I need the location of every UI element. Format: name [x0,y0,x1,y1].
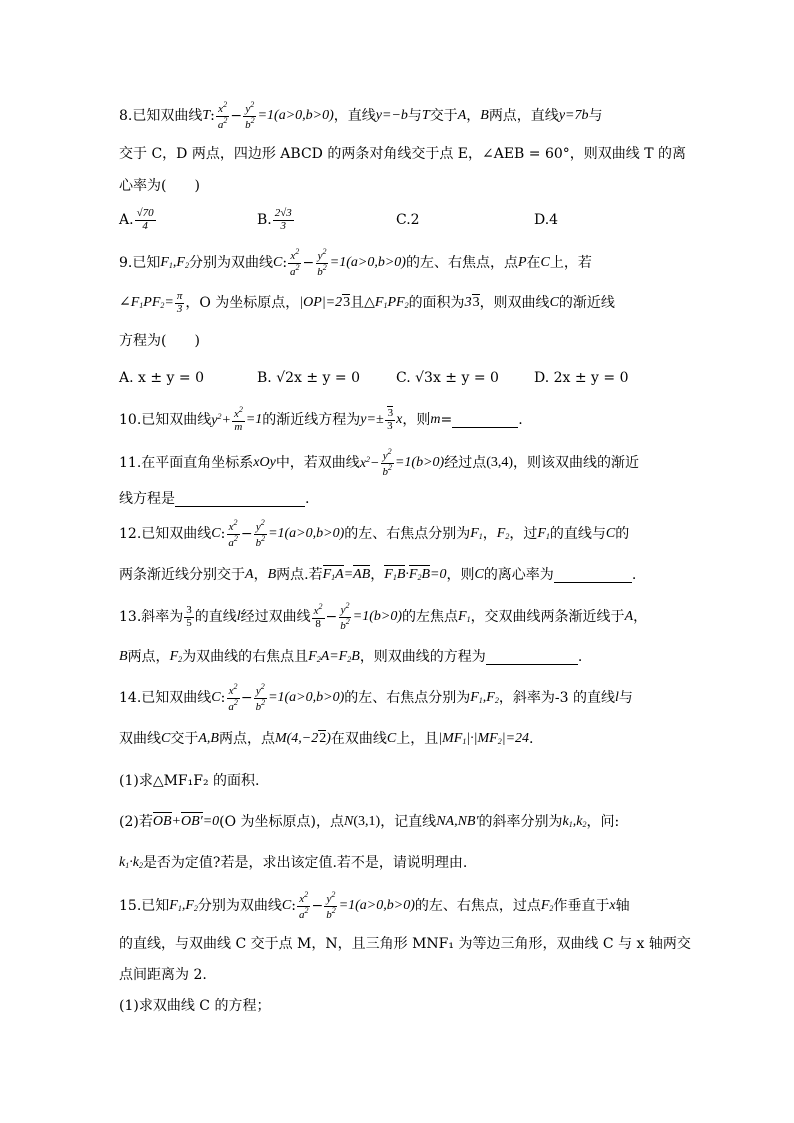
q8-text: 两点，直线 [488,108,559,124]
q12-line1: 12.已知双曲线 C : $\frac{x^2}{a^2}$ − $\frac{y^2}{b^2}$ =1(a>0,b>0) 的左、右焦点分别为 $F_1$ ， $F_2$ ，过 $F_1$ 的直线与 C 的 [119,517,630,549]
q14-line1: 14.已知双曲线 C : $\frac{x^2}{a^2}$ − $\frac{y^2}{b^2}$ =1(a>0,b>0) 的左、右焦点分别为 $F_1,F_2$ ，斜率为-3 的直线 l 与 [119,681,633,713]
q11-answer-blank[interactable] [175,492,305,507]
q14-text: 双曲线 [119,731,161,747]
q10-line: 10.已知双曲线 $y^2+$ $\frac{x^2}{m}$ =1 的渐近线方程为 y=± $\frac{3}{3}$ x ，则 m = . [119,405,523,433]
q11-text: 经过点 [444,455,487,471]
q14-part1: (1)求△MF₁F₂ 的面积. [119,773,260,789]
q10-text: 10.已知双曲线 [119,412,212,428]
option-label: A. [119,212,134,228]
q15-part1: (1)求双曲线 C 的方程； [119,998,271,1014]
option-label: B. [257,212,272,228]
q11-line1: 11.在平面直角坐标系 xOy 中，若双曲线 $x^2-$ $\frac{y^2}{b^2}$ =1(b>0) 经过点 (3,4) ，则该双曲线的渐近 [119,446,640,478]
q9-text: 的面积为 [408,295,465,311]
q15-text: 作垂直于 [553,898,610,914]
q13-line1: 13.斜率为 $\frac{3}{5}$ 的直线 l 经过双曲线 $\frac{x^2}{8}$ − $\frac{y^2}{b^2}$ =1(b>0) 的左焦点 $F_1$ ，交双曲线两条渐近线于 A ， [119,600,648,632]
q12-line2: 两条渐近线分别交于 A ， B 两点.若 $F_1A=AB$ ， $F_1B\cdot F_2B=0$ ，则 C 的离心率为 . [119,567,637,583]
q9-line2: $\angle F_1PF_2=$ $\frac{\pi}{3}$ ，O 为坐标原点， |OP|=23 且 $\triangle F_1PF_2$ 的面积为 33 ，则双曲线 C 的渐近线 [119,289,615,315]
q10-text: 的渐近线方程为 [262,412,361,428]
q9-text: 在 [526,255,541,271]
q14-text: (2)若 [119,814,153,830]
q9-text: 且 [350,295,365,311]
q12-text: 12.已知双曲线 [119,526,212,542]
q12-text: 的 [615,526,630,542]
q13-line2: B 两点， $F_2$ 为双曲线的右焦点且 $F_2A=F_2B$ ，则双曲线的方程为 . [119,649,583,665]
q14-text: 的斜率分别为 [478,814,563,830]
q8-text: ，直线 [333,108,376,124]
q14-text: ，斜率为-3 的直线 [498,690,615,706]
q15-line2: 的直线，与双曲线 C 交于点 M，N，且三角形 MNF₁ 为等边三角形，双曲线 C 与 x 轴两交 [119,936,691,952]
q9-text: 分别为双曲线 [188,255,273,271]
q14-line2: 双曲线 C 交于 A,B 两点，点 M(4,−22) 在双曲线 C 上，且 $|MF_1|\cdot|MF_2|=24$ . [119,731,534,747]
q12-text: 的左、右焦点分别为 [344,526,471,542]
q14-text: (O 为坐标原点)，点 [219,814,345,830]
q10-text: = [440,412,453,428]
q14-text: 上，且 [396,731,439,747]
q14-text: 的左、右焦点分别为 [344,690,471,706]
q9-option-d: D. 2x ± y = 0 [534,370,629,386]
q11-text: ，则该双曲线的渐近 [513,455,640,471]
q8-line3: 心率为( ) [119,178,200,194]
q13-text: 经过双曲线 [240,609,311,625]
q8-text: 与 [588,108,603,124]
q11-text: 线方程是 [119,491,175,507]
q9-option-a: A. x ± y = 0 [119,370,204,386]
q8-option-a [119,200,157,240]
option-denominator: 4 [142,219,148,232]
q12-text: ，过 [509,526,538,542]
q10-answer-blank[interactable] [452,413,518,428]
q8-line1: 8.已知双曲线 T : $\frac{x^2}{a^2}$ − $\frac{y^2}{b^2}$ =1(a>0,b>0) ，直线 y=−b 与 T 交于 A ， B 两点，直线 y=7b 与 [119,99,603,131]
q15-line3: 点间距离为 2. [119,967,207,983]
option-numerator: 2√3 [274,206,292,219]
q13-text: 为双曲线的右焦点且 [182,649,309,665]
q14-text: 14.已知双曲线 [119,690,212,706]
q8-line2: 交于 C，D 两点，四边形 ABCD 的两条对角线交于点 E，∠AEB = 60°，则双曲线 T 的离 [119,146,687,162]
q11-text: 11.在平面直角坐标系 [119,455,254,471]
q13-text: 的直线 [194,609,237,625]
q13-text: ，交双曲线两条渐近线于 [470,609,625,625]
q11-line2: 线方程是 . [119,491,310,507]
q10-text: ，则 [402,412,431,428]
q8-option-d: D.4 [534,212,559,228]
q9-text: ，则双曲线 [479,295,550,311]
q12-text: 两条渐近线分别交于 [119,567,245,583]
q8-text: 交于 [429,108,458,124]
q14-text: ，问: [586,814,620,830]
q9-option-c: C. √3x ± y = 0 [396,370,499,386]
q14-text: ，记直线 [380,814,437,830]
q9-text: 9.已知 [119,255,161,271]
q13-text: ，则双曲线的方程为 [359,649,486,665]
q8-option-c: C.2 [396,212,420,228]
q9-text: 的左、右焦点，点 [405,255,518,271]
q14-part2-line2: $k_1\cdot k_2$ 是否为定值?若是，求出该定值.若不是，请说明理由. [119,855,468,871]
q9-option-b: B. √2x ± y = 0 [257,370,360,386]
q15-text: 分别为双曲线 [197,898,282,914]
q8-option-b [257,200,295,240]
q15-text: 的左、右焦点，过点 [414,898,541,914]
q15-line1: 15.已知 $F_1,F_2$ 分别为双曲线 C : $\frac{x^2}{a^2}$ − $\frac{y^2}{b^2}$ =1(a>0,b>0) 的左、右焦点，过点 $F_2$ 作垂直于 x 轴 [119,889,630,921]
q12-text: ，则 [446,567,475,583]
q14-text: 交于 [170,731,199,747]
q8-text: 与 [407,108,422,124]
q13-text: 的左焦点 [402,609,458,625]
q9-line1: 9.已知 $F_1,F_2$ 分别为双曲线 C : $\frac{x^2}{a^2}$ − $\frac{y^2}{b^2}$ =1(a>0,b>0) 的左、右焦点，点 P 在 C 上，若 [119,246,592,278]
q14-text: 与 [618,690,633,706]
q14-text: 是否为定值?若是，求出该定值.若不是，请说明理由. [142,855,468,871]
q12-text: 的离心率为 [483,567,554,583]
q9-text: 的渐近线 [558,295,615,311]
q14-text: 两点，点 [218,731,275,747]
q12-answer-blank[interactable] [554,568,632,583]
q8-text: 8.已知双曲线 [119,108,203,124]
q13-text: 13.斜率为 [119,609,184,625]
option-denominator: 3 [280,219,287,232]
q9-text: 上，若 [549,255,592,271]
q12-text: 的直线与 [549,526,606,542]
q15-text: 轴 [615,898,630,914]
q12-text: 两点.若 [276,567,323,583]
q14-part2-line1: (2)若 OB+OB′=0 (O 为坐标原点)，点 N(3,1) ，记直线 NA,NB′ 的斜率分别为 $k_1,k_2$ ，问: [119,814,620,830]
q13-answer-blank[interactable] [486,650,578,665]
q15-text: 15.已知 [119,898,170,914]
q9-line3: 方程为( ) [119,333,200,349]
q13-text: 两点， [127,649,170,665]
q9-text: ，O 为坐标原点， [185,295,300,311]
option-numerator: √70 [136,206,154,219]
q14-text: 在双曲线 [330,731,387,747]
q11-text: 中，若双曲线 [275,455,360,471]
